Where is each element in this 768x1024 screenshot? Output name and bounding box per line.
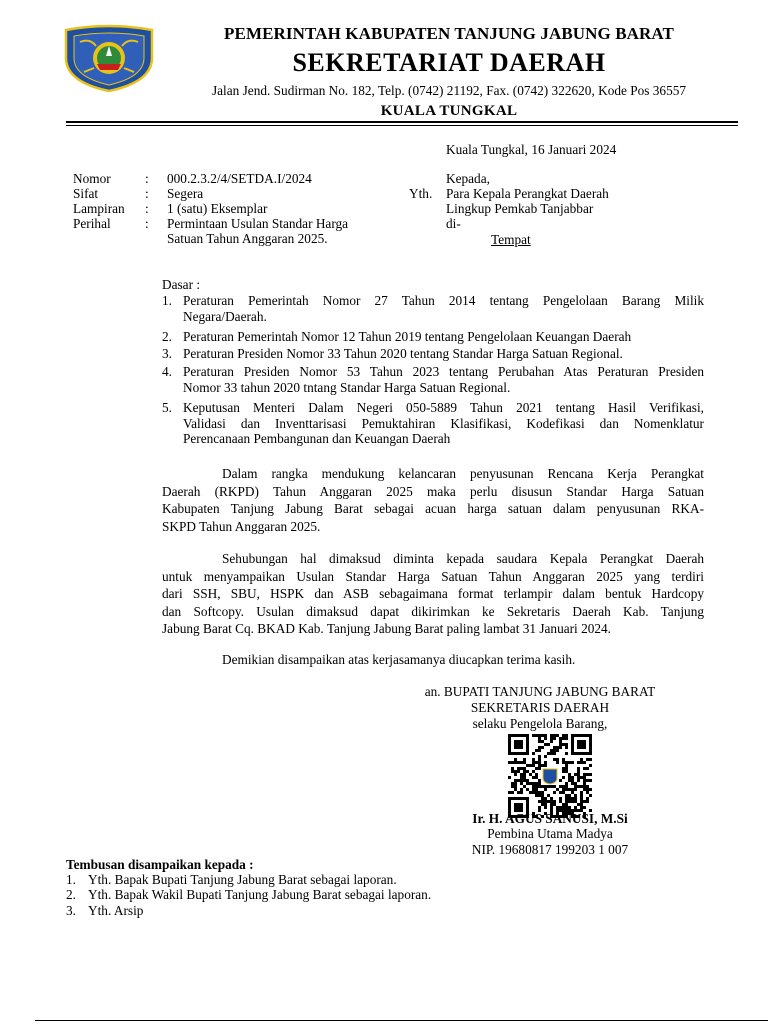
meta-value-lampiran: 1 (satu) Eksemplar (167, 201, 268, 216)
dasar-item-line: Negara/Daerah. (183, 308, 267, 324)
paragraph-line: dari SSH, SBU, HSPK dan ASB sebagaimana format terlampir dalam bentuk Hardcopy (162, 586, 704, 601)
government-title: PEMERINTAH KABUPATEN TANJUNG JABUNG BARAT (224, 24, 674, 43)
bottom-rule (35, 1020, 768, 1021)
header-rule-thick (66, 121, 738, 123)
dasar-item-number: 3. (162, 346, 172, 361)
dasar-item (183, 329, 704, 345)
dasar-item-line: Peraturan Presiden Nomor 33 Tahun 2020 tentang Standar Harga Satuan Regional. (183, 346, 623, 361)
letter-date: Kuala Tungkal, 16 Januari 2024 (446, 142, 617, 157)
paragraph-line: Jabung Barat Cq. BKAD Kab. Tanjung Jabung Barat paling lambat 31 Januari 2024. (162, 621, 611, 636)
meta-colon: : (145, 186, 149, 201)
dasar-item (183, 293, 704, 324)
cc-title: Tembusan disampaikan kepada : (66, 857, 254, 872)
paragraph-line: Kabupaten Tanjung Jabung Barat sebagai acuan harga satuan dalam penyusunan RKA- (162, 501, 704, 516)
dasar-item-line: Peraturan Pemerintah Nomor 12 Tahun 2019 tentang Pengelolaan Keuangan Daerah (183, 329, 632, 344)
paragraph-line: SKPD Tahun Anggaran 2025. (162, 518, 321, 534)
signatory-name: Ir. H. AGUS SANUSI, M.Si (472, 811, 628, 826)
recipient-line3: di- (446, 216, 461, 231)
regency-emblem-logo (60, 24, 158, 92)
dasar-item (183, 364, 704, 395)
meta-colon: : (145, 216, 149, 231)
dasar-item-line: Keputusan Menteri Dalam Negeri 050-5889 Tahun 2021 tentang Hasil Verifikasi, (183, 400, 704, 415)
dasar-item-line: Peraturan Pemerintah Nomor 27 Tahun 2014 tentang Pengelolaan Barang Milik (183, 293, 704, 308)
meta-value-perihal: Permintaan Usulan Standar Harga (167, 216, 349, 231)
dasar-item-line: Validasi dan Inventtarisasi Pemuktahiran Klasifikasi, Kodefikasi dan Nomenklatur (183, 415, 704, 431)
meta-label-perihal: Perihal (73, 216, 111, 231)
cc-item-number: 3. (66, 903, 76, 918)
recipient-prefix: Kepada, (446, 171, 490, 186)
recipient-line2: Lingkup Pemkab Tanjabbar (446, 201, 594, 216)
cc-item: Yth. Bapak Wakil Bupati Tanjung Jabung Barat sebagai laporan. (88, 887, 432, 902)
office-address: Jalan Jend. Sudirman No. 182, Telp. (0742) 21192, Fax. (0742) 322620, Kode Pos 36557 (211, 83, 687, 98)
dasar-item-number: 5. (162, 400, 172, 415)
meta-value-perihal-cont: Satuan Tahun Anggaran 2025. (167, 231, 328, 246)
dasar-item (183, 346, 704, 362)
dasar-item-line: Peraturan Presiden Nomor 53 Tahun 2023 tentang Perubahan Atas Peraturan Presiden (183, 364, 704, 379)
header-rule-thin (66, 125, 738, 126)
paragraph-line: Daerah (RKPD) Tahun Anggaran 2025 maka perlu disusun Standar Harga Satuan (162, 483, 704, 499)
dasar-item-number: 1. (162, 293, 172, 308)
dasar-item-line: Perencanaan Pembangunan dan Keuangan Daerah (183, 431, 451, 446)
dasar-title: Dasar : (162, 277, 201, 292)
paragraph-line: untuk menyampaikan Usulan Standar Harga Satuan Tahun Anggaran 2025 yang terdiri (162, 568, 704, 584)
office-city: KUALA TUNGKAL (380, 103, 518, 119)
meta-value-sifat: Segera (167, 186, 204, 201)
dasar-item-line: Nomor 33 tahun 2020 tntang Standar Harga Satuan Regional. (183, 379, 511, 395)
office-title: SEKRETARIAT DAERAH (292, 48, 606, 77)
recipient-line1: Para Kepala Perangkat Daerah (446, 186, 609, 201)
paragraph-line: Sehubungan hal dimaksud diminta kepada saudara Kepala Perangkat Daerah (222, 551, 704, 566)
cc-item-number: 2. (66, 887, 76, 902)
meta-label-sifat: Sifat (73, 186, 99, 201)
signature-line2: SEKRETARIS DAERAH (470, 700, 610, 715)
dasar-item-number: 4. (162, 364, 172, 379)
dasar-item-number: 2. (162, 329, 172, 344)
paragraph-line: Dalam rangka mendukung kelancaran penyusunan Rencana Kerja Perangkat (222, 466, 704, 481)
signatory-rank: Pembina Utama Madya (487, 826, 613, 841)
meta-colon: : (145, 201, 149, 216)
signature-line1: an. BUPATI TANJUNG JABUNG BARAT (424, 684, 656, 699)
cc-item: Yth. Bapak Bupati Tanjung Jabung Barat sebagai laporan. (88, 872, 397, 887)
body-paragraph-2 (162, 550, 704, 638)
meta-colon: : (145, 171, 149, 186)
cc-item: Yth. Arsip (88, 903, 144, 918)
paragraph-line: dan Softcopy. Usulan dimaksud dapat dikirimkan ke Sekretaris Daerah Kab. Tanjung (162, 603, 704, 619)
body-paragraph-1 (162, 465, 704, 535)
recipient-place: Tempat (491, 232, 531, 247)
cc-item-number: 1. (66, 872, 76, 887)
meta-value-nomor: 000.2.3.2/4/SETDA.I/2024 (167, 171, 312, 186)
recipient-yth: Yth. (409, 186, 433, 201)
qr-code-signature (508, 734, 592, 818)
dasar-item (183, 400, 704, 447)
meta-label-lampiran: Lampiran (73, 201, 125, 216)
meta-label-nomor: Nomor (73, 171, 111, 186)
signatory-nip: NIP. 19680817 199203 1 007 (471, 842, 629, 857)
signature-line3: selaku Pengelola Barang, (472, 716, 608, 731)
closing-sentence: Demikian disampaikan atas kerjasamanya diucapkan terima kasih. (222, 652, 576, 667)
